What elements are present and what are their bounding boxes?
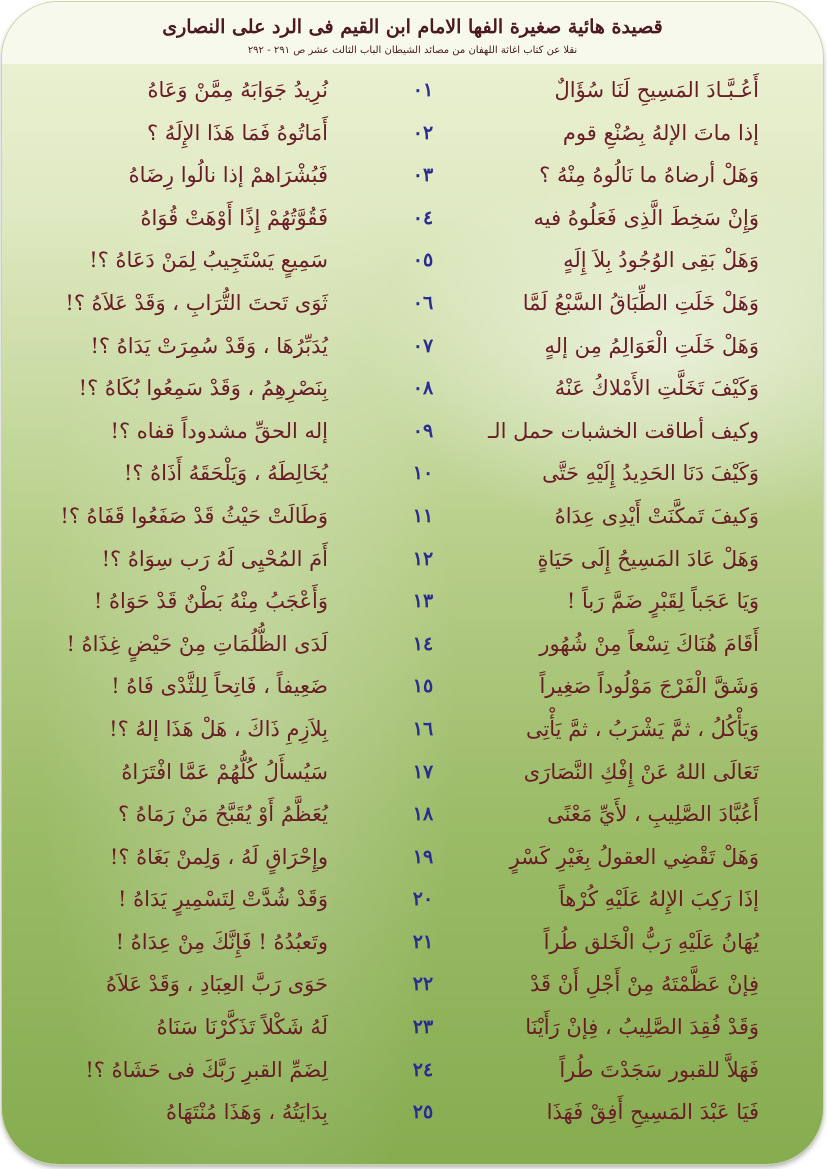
verse-number: ٢٣ — [412, 1016, 434, 1039]
verse-row — [2, 409, 823, 452]
verse-second-hemistich: وَطَالَتْ حَيْثُ قَدْ صَفَعُوا قَفَاهُ ؟! — [60, 503, 328, 528]
verse-row — [2, 664, 823, 707]
verse-row — [2, 366, 823, 409]
verse-first-hemistich: وَهَلْ بَقِى الوُجُودُ بِلاَ إِلَهٍ — [563, 248, 759, 273]
verse-row — [2, 1048, 823, 1091]
page-title: قصيدة هائية صغيرة الفها الامام ابن القيم فى الرد على النصارى — [162, 16, 663, 38]
verse-list — [2, 68, 823, 1133]
verse-second-hemistich: بِلاَزِمِ ذَاكَ ، هَلْ هَذَا إلهُ ؟! — [109, 716, 328, 741]
verse-row — [2, 238, 823, 281]
verse-number: ٢٢ — [412, 973, 434, 996]
verse-second-hemistich: يُخَالِطَهُ ، وَيَلْحَقَهُ أَذَاهُ ؟! — [123, 461, 328, 486]
verse-first-hemistich: فِإنْ عَظَّمْتَهُ مِنْ أَجْلِ أَنْ قَدْ — [529, 972, 759, 997]
verse-second-hemistich: لَدَى الظُّلُمَاتِ مِنْ حَيْضٍ غِذَاهُ ! — [66, 631, 328, 656]
verse-second-hemistich: يُعَظَّمُ أَوْ يُقَبَّحُ مَنْ رَمَاهُ ؟ — [117, 802, 328, 827]
verse-second-hemistich: وَأَعْجَبُ مِنْهُ بَطْنٌ قَدْ حَوَاهُ ! — [93, 589, 328, 614]
verse-first-hemistich: أَعُـبَّـادَ المَسِيحِ لَنَا سُؤَالٌ — [554, 78, 759, 102]
verse-second-hemistich: نُرِيدُ جَوَابَهُ مِمَّنْ وَعَاهُ — [147, 78, 328, 102]
verse-second-hemistich: ضَعِيفاً ، فَاتِحاً لِلثَّدْى فَاهُ ! — [111, 674, 328, 699]
verse-row — [2, 792, 823, 835]
verse-second-hemistich: حَوَى رَبَّ العِبَادِ ، وَقَدْ عَلاَهُ — [105, 972, 328, 997]
verse-row — [2, 451, 823, 494]
verse-first-hemistich: أَعُبَّادَ الصَّلِيبِ ، لأَيِّ مَعْنًى — [547, 802, 759, 827]
verse-row — [2, 281, 823, 324]
verse-second-hemistich: إله الحقِّ مشدوداً قفاه ؟! — [110, 418, 328, 443]
source-subtitle: نقلا عن كتاب اغاثة اللهفان من مصائد الشيطان الباب الثالث عشر ص ٢٩١ - ٢٩٢ — [247, 45, 578, 56]
verse-number: ٠٩ — [412, 419, 434, 442]
verse-first-hemistich: وَهَلْ تَقْضِي العقولُ بِغَيْرِ كَسْرٍ — [509, 844, 759, 869]
verse-number: ١١ — [412, 504, 434, 527]
verse-row — [2, 707, 823, 750]
verse-second-hemistich: سَيُسأَلُ كُلُّهُمْ عَمَّا افْتَرَاهُ — [121, 759, 328, 784]
verse-row — [2, 68, 823, 111]
verse-second-hemistich: وَقَدْ شُدَّتْ لِتَسْمِيرٍ يَدَاهُ ! — [118, 887, 328, 912]
verse-number: ٢٤ — [412, 1058, 434, 1081]
verse-first-hemistich: وَإِنْ سَخِطَ الَّذِى فَعَلُوهُ فيه — [533, 205, 759, 230]
verse-number: ١٠ — [412, 462, 434, 485]
verse-row — [2, 324, 823, 367]
verse-second-hemistich: بِنَصْرِهِمُ ، وَقَدْ سَمِعُوا بُكَاهُ ؟! — [78, 376, 328, 401]
verse-first-hemistich: إذا ماتَ الإلهُ بِصُنْعِ قوم — [562, 120, 759, 145]
verse-second-hemistich: وتَعبُدُهُ ! فَإِنَّكَ مِنْ عِدَاهُ ! — [115, 929, 328, 954]
verse-number: ١٩ — [412, 845, 434, 868]
verse-number: ١٣ — [412, 590, 434, 613]
verse-first-hemistich: وَيَا عَجَباً لِقَبْرٍ ضَمَّ رَباً ! — [566, 589, 759, 614]
verse-row — [2, 962, 823, 1005]
verse-row — [2, 877, 823, 920]
verse-number: ١٧ — [412, 760, 434, 783]
verse-second-hemistich: فَبُشْرَاهمْ إذا نالُوا رِضَاهُ — [128, 163, 328, 188]
verse-second-hemistich: يُدَبِّرُهَا ، وَقَدْ سُمِرَتْ يَدَاهُ ؟! — [90, 333, 328, 358]
verse-first-hemistich: وَهَلْ خَلَتِ الطِّبَاقُ السَّبْعُ لَمَّا — [522, 290, 759, 315]
verse-first-hemistich: وَهَلْ خَلَتِ الْعَوَالِمُ مِن إلهٍ — [544, 333, 759, 358]
verse-row — [2, 920, 823, 963]
verse-first-hemistich: وَشَقَّ الْفَرْجَ مَوْلُوداً صَغِيراً — [539, 674, 759, 699]
verse-number: ٠٨ — [412, 377, 434, 400]
verse-row — [2, 111, 823, 154]
verse-second-hemistich: وإِحْرَاقٍ لَهُ ، وَلِمنْ بَغَاهُ ؟! — [109, 844, 328, 869]
verse-first-hemistich: وَقَدْ فُقِدَ الصَّلِيبُ ، فِإنْ رَأَيْنَا — [525, 1015, 759, 1040]
verse-second-hemistich: أَمَ المُحْيِى لَهُ رَب سِوَاهُ ؟! — [101, 546, 328, 571]
verse-first-hemistich: وكيف أطاقت الخشبات حمل الـ — [488, 418, 759, 443]
verse-number: ١٤ — [412, 632, 434, 655]
verse-second-hemistich: فَقُوَّتُهُمْ إِذًا أَوْهَتْ قُوَاهُ — [140, 205, 328, 230]
verse-number: ٠٤ — [412, 206, 434, 229]
verse-first-hemistich: وَكَيْفَ تَخَلَّتِ الأَمْلاكُ عَنْهُ — [554, 376, 759, 401]
poem-card — [2, 2, 823, 1164]
verse-second-hemistich: ثَوَى تَحتَ التُّرَابِ ، وَقَدْ عَلاَهُ ؟! — [65, 290, 328, 315]
verse-row — [2, 579, 823, 622]
verse-number: ٢١ — [412, 930, 434, 953]
verse-row — [2, 622, 823, 665]
verse-number: ٠٣ — [412, 164, 434, 187]
verse-row — [2, 537, 823, 580]
verse-number: ١٨ — [412, 803, 434, 826]
verse-number: ٢٥ — [412, 1101, 434, 1124]
verse-second-hemistich: سَمِيعٍ يَسْتَجِيبُ لِمَنْ دَعَاهُ ؟! — [89, 248, 328, 273]
verse-second-hemistich: أَمَاتُوهُ فَمَا هَذَا الإِلَهُ ؟ — [146, 120, 328, 145]
verse-row — [2, 750, 823, 793]
verse-first-hemistich: وَكَيْفَ دَنَا الحَدِيدُ إِلَيْهِ حَتَّى — [542, 461, 759, 486]
verse-row — [2, 1090, 823, 1133]
verse-first-hemistich: فَيَا عَبْدَ المَسِيحِ أَفِقْ فَهَذَا — [546, 1100, 759, 1125]
verse-first-hemistich: أَقَامَ هُنَاكَ تِسْعاً مِنْ شُهُور — [539, 631, 759, 656]
verse-row — [2, 153, 823, 196]
verse-first-hemistich: إذَا رَكِبَ الإِلهُ عَلَيْهِ كُرْهاً — [558, 887, 759, 912]
verse-row — [2, 1005, 823, 1048]
verse-number: ٠٥ — [412, 249, 434, 272]
verse-first-hemistich: وَيَأْكُلُ ، ثمَّ يَشْرَبُ ، ثمَّ يَأْتِى — [525, 716, 759, 741]
verse-first-hemistich: وَهَلْ أرضاهُ ما نَالُوهُ مِنْهُ ؟ — [539, 163, 759, 188]
verse-first-hemistich: وَكيفَ تَمكَّنَتْ أَيْدِى عِدَاهُ — [554, 503, 759, 528]
verse-row — [2, 835, 823, 878]
verse-number: ١٦ — [412, 717, 434, 740]
verse-number: ١٢ — [412, 547, 434, 570]
verse-first-hemistich: وَهَلْ عَادَ المَسِيحُ إِلَى حَيَاةٍ — [537, 546, 759, 571]
verse-number: ٠٧ — [412, 334, 434, 357]
verse-row — [2, 196, 823, 239]
verse-second-hemistich: بِدَايَتُهُ ، وَهَذَا مُنْتَهَاهُ — [165, 1100, 328, 1125]
verse-number: ٠٢ — [412, 121, 434, 144]
verse-second-hemistich: لَهُ شَكْلاً تَذَكَّرْنَا سَنَاهُ — [156, 1015, 328, 1040]
verse-number: ١٥ — [412, 675, 434, 698]
verse-number: ٠٦ — [412, 291, 434, 314]
verse-number: ٢٠ — [412, 888, 434, 911]
verse-second-hemistich: لِضَمِّ القبرِ رَبَّكَ فى حَشَاهُ ؟! — [85, 1057, 328, 1082]
verse-row — [2, 494, 823, 537]
verse-number: ٠١ — [412, 79, 434, 101]
verse-first-hemistich: يُهَانُ عَلَيْهِ رَبُّ الْخَلق طُراً — [543, 929, 759, 954]
verse-first-hemistich: تَعَالَى اللهُ عَنْ إِفْكِ النَّصَارَى — [523, 759, 759, 784]
verse-first-hemistich: فَهَلاَّ للقبور سَجَدْتَ طُراً — [559, 1057, 759, 1082]
